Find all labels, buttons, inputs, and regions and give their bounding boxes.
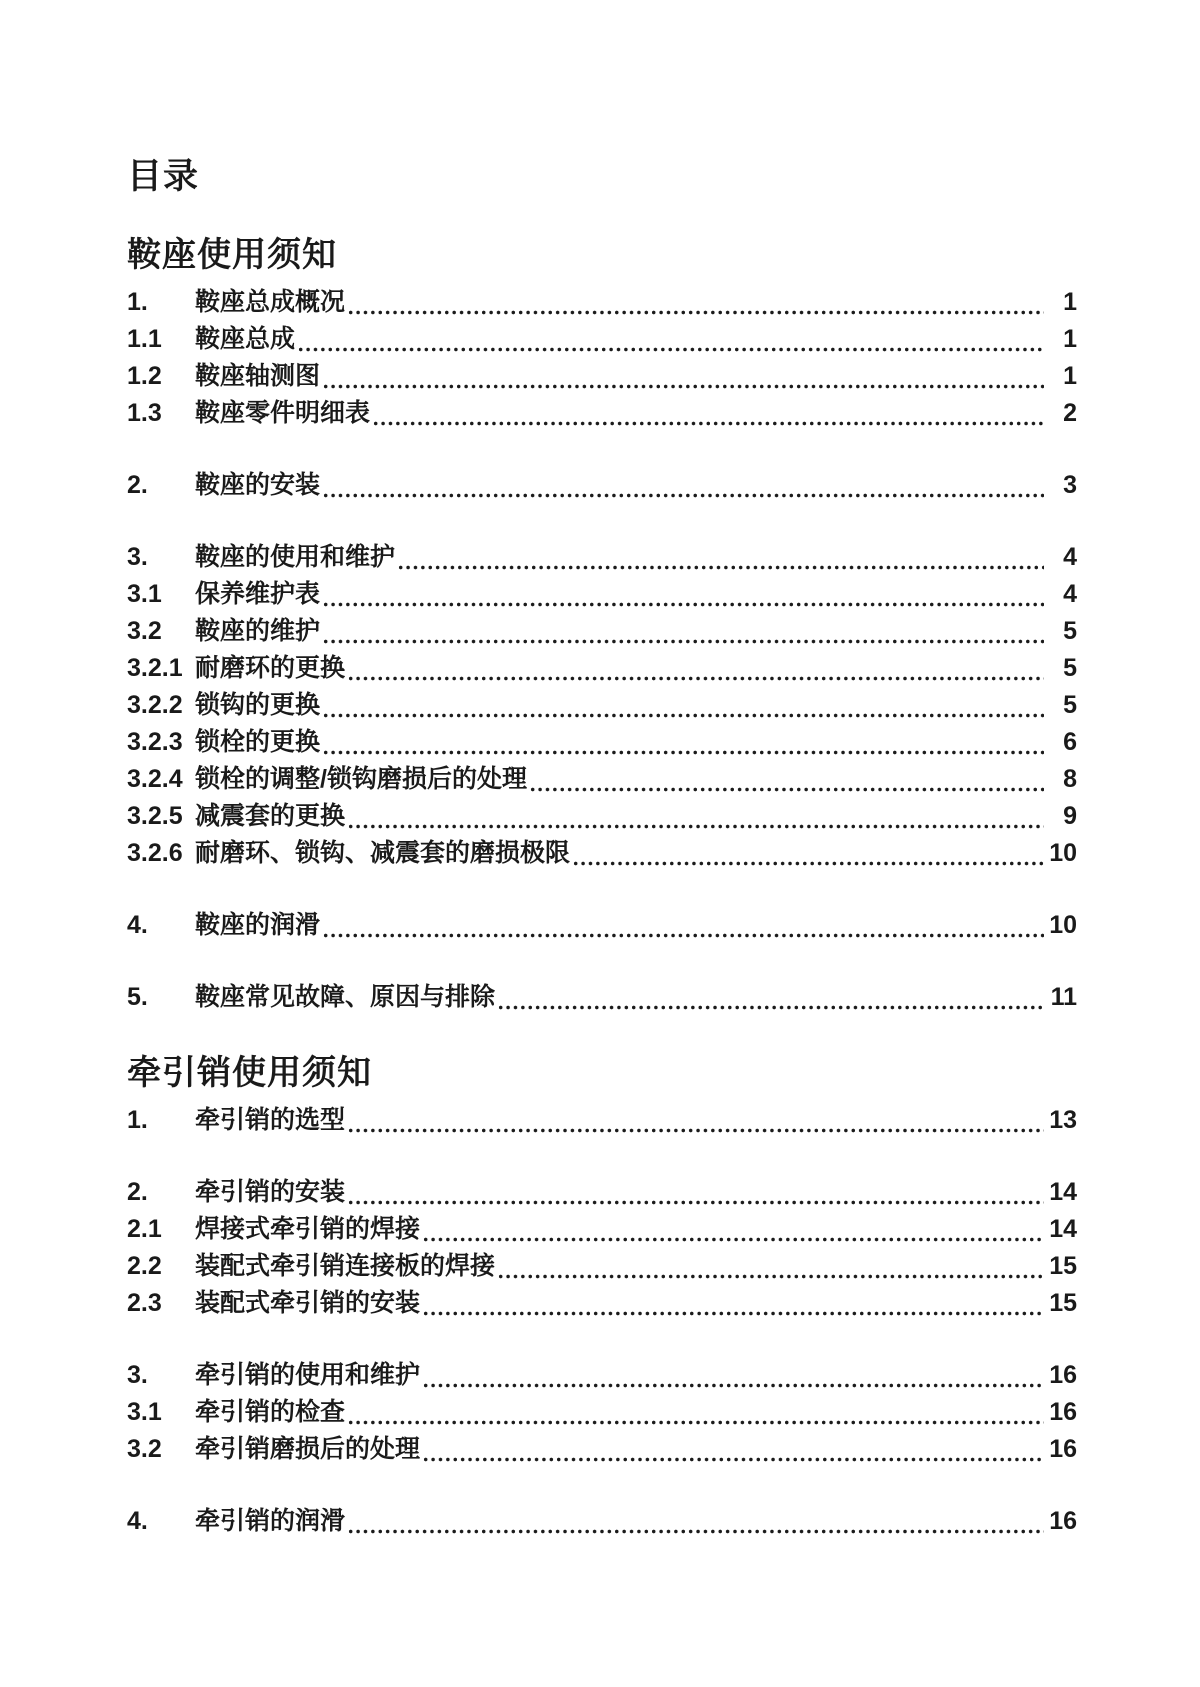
entry-page: 16 [1049,1435,1077,1463]
entry-page: 16 [1049,1398,1077,1426]
entry-number: 1. [127,1106,148,1134]
entry-title: 耐磨环、锁钩、减震套的磨损极限 [195,839,571,867]
entry-number: 5. [127,983,148,1011]
toc-entry [127,321,1077,358]
entry-title: 牵引销磨损后的处理 [195,1435,421,1463]
entry-title: 牵引销的使用和维护 [195,1361,421,1389]
entry-title: 减震套的更换 [195,802,346,830]
toc-entry [127,539,1077,576]
entry-title: 鞍座的润滑 [195,911,321,939]
entry-title: 牵引销的选型 [195,1106,346,1134]
entry-title: 鞍座零件明细表 [195,399,371,427]
entry-title: 保养维护表 [195,580,321,608]
toc-entry [127,798,1077,835]
dot-leader [422,1237,1044,1242]
toc-entry [127,650,1077,687]
dot-leader [322,933,1044,938]
entry-number: 3.2 [127,617,162,645]
entry-number: 4. [127,911,148,939]
dot-leader [397,565,1044,570]
entry-number: 3.2.5 [127,802,183,830]
entry-title: 装配式牵引销的安装 [195,1289,421,1317]
entry-title: 牵引销的安装 [195,1178,346,1206]
entry-page: 2 [1063,399,1077,427]
dot-leader [422,1311,1044,1316]
dot-leader [347,1420,1044,1425]
dot-leader [347,824,1044,829]
toc-entry [127,1248,1077,1285]
entry-number: 1. [127,288,148,316]
entry-number: 2.1 [127,1215,162,1243]
toc-entry [127,1357,1077,1394]
entry-page: 14 [1049,1215,1077,1243]
entry-page: 14 [1049,1178,1077,1206]
entry-number: 3.1 [127,1398,162,1426]
entry-title: 鞍座的使用和维护 [195,543,396,571]
entry-page: 1 [1063,325,1077,353]
dot-leader [422,1457,1044,1462]
entry-number: 3. [127,1361,148,1389]
entry-title: 牵引销的润滑 [195,1507,346,1535]
dot-leader [422,1383,1044,1388]
entry-number: 3.2.1 [127,654,183,682]
toc-entry [127,284,1077,321]
entry-title: 鞍座轴测图 [195,362,321,390]
entry-number: 2.3 [127,1289,162,1317]
entry-number: 2. [127,471,148,499]
entry-number: 1.1 [127,325,162,353]
entry-page: 8 [1063,765,1077,793]
entry-number: 3. [127,543,148,571]
dot-leader [347,1200,1044,1205]
entry-title: 耐磨环的更换 [195,654,346,682]
entry-page: 4 [1063,543,1077,571]
toc-entry [127,1394,1077,1431]
entry-page: 16 [1049,1361,1077,1389]
entry-number: 1.2 [127,362,162,390]
entry-page: 16 [1049,1507,1077,1535]
dot-leader [322,713,1044,718]
entry-title: 锁栓的更换 [195,728,321,756]
entry-page: 9 [1063,802,1077,830]
dot-leader [572,861,1044,866]
entry-number: 3.2.6 [127,839,183,867]
dot-leader [347,1128,1044,1133]
toc-entry [127,1285,1077,1322]
dot-leader [297,347,1044,352]
dot-leader [322,384,1044,389]
toc-entry [127,724,1077,761]
dot-leader [322,493,1044,498]
toc-entry [127,1431,1077,1468]
entry-number: 3.2.4 [127,765,183,793]
entry-page: 10 [1049,911,1077,939]
entry-title: 鞍座的安装 [195,471,321,499]
dot-leader [497,1005,1044,1010]
toc-sections [127,234,1077,1540]
entry-page: 11 [1050,983,1077,1011]
dot-leader [347,310,1044,315]
entry-title: 鞍座总成 [195,325,296,353]
entry-number: 2. [127,1178,148,1206]
toc-entry [127,1211,1077,1248]
dot-leader [322,639,1044,644]
entry-number: 3.2.2 [127,691,183,719]
entry-page: 15 [1049,1252,1077,1280]
entry-title: 装配式牵引销连接板的焊接 [195,1252,496,1280]
entry-number: 3.1 [127,580,162,608]
entry-number: 4. [127,1507,148,1535]
toc-entry [127,907,1077,944]
dot-leader [322,602,1044,607]
entry-page: 15 [1049,1289,1077,1317]
entry-title: 鞍座常见故障、原因与排除 [195,983,496,1011]
dot-leader [322,750,1044,755]
dot-leader [372,421,1044,426]
toc-entry [127,761,1077,798]
entry-page: 4 [1063,580,1077,608]
entry-title: 鞍座的维护 [195,617,321,645]
entry-title: 鞍座总成概况 [195,288,346,316]
toc-entry [127,1102,1077,1139]
entry-page: 5 [1063,691,1077,719]
entry-page: 1 [1063,288,1077,316]
entry-title: 锁钩的更换 [195,691,321,719]
toc-entry [127,1174,1077,1211]
entry-number: 3.2.3 [127,728,183,756]
section-heading: 鞍座使用须知 [127,236,337,274]
entry-number: 2.2 [127,1252,162,1280]
entry-page: 5 [1063,617,1077,645]
entry-page: 5 [1063,654,1077,682]
dot-leader [529,787,1044,792]
entry-page: 13 [1049,1106,1077,1134]
toc-entry [127,613,1077,650]
toc-entry [127,395,1077,432]
dot-leader [347,676,1044,681]
entry-title: 焊接式牵引销的焊接 [195,1215,421,1243]
toc-entry [127,687,1077,724]
entry-number: 3.2 [127,1435,162,1463]
toc-entry [127,358,1077,395]
entry-title: 牵引销的检查 [195,1398,346,1426]
section-heading: 牵引销使用须知 [127,1054,372,1092]
toc-entry [127,467,1077,504]
dot-leader [347,1529,1044,1534]
toc-section [127,234,1077,1016]
entry-page: 1 [1063,362,1077,390]
entry-page: 10 [1049,839,1077,867]
entry-number: 1.3 [127,399,162,427]
toc-section [127,1052,1077,1540]
entry-title: 锁栓的调整/锁钩磨损后的处理 [195,765,527,793]
entry-page: 3 [1063,471,1077,499]
dot-leader [497,1274,1044,1279]
entry-page: 6 [1063,728,1077,756]
toc-entry [127,1503,1077,1540]
toc-entry [127,576,1077,613]
toc-entry [127,979,1077,1016]
page-title: 目录 [127,157,200,196]
toc-entry [127,835,1077,872]
